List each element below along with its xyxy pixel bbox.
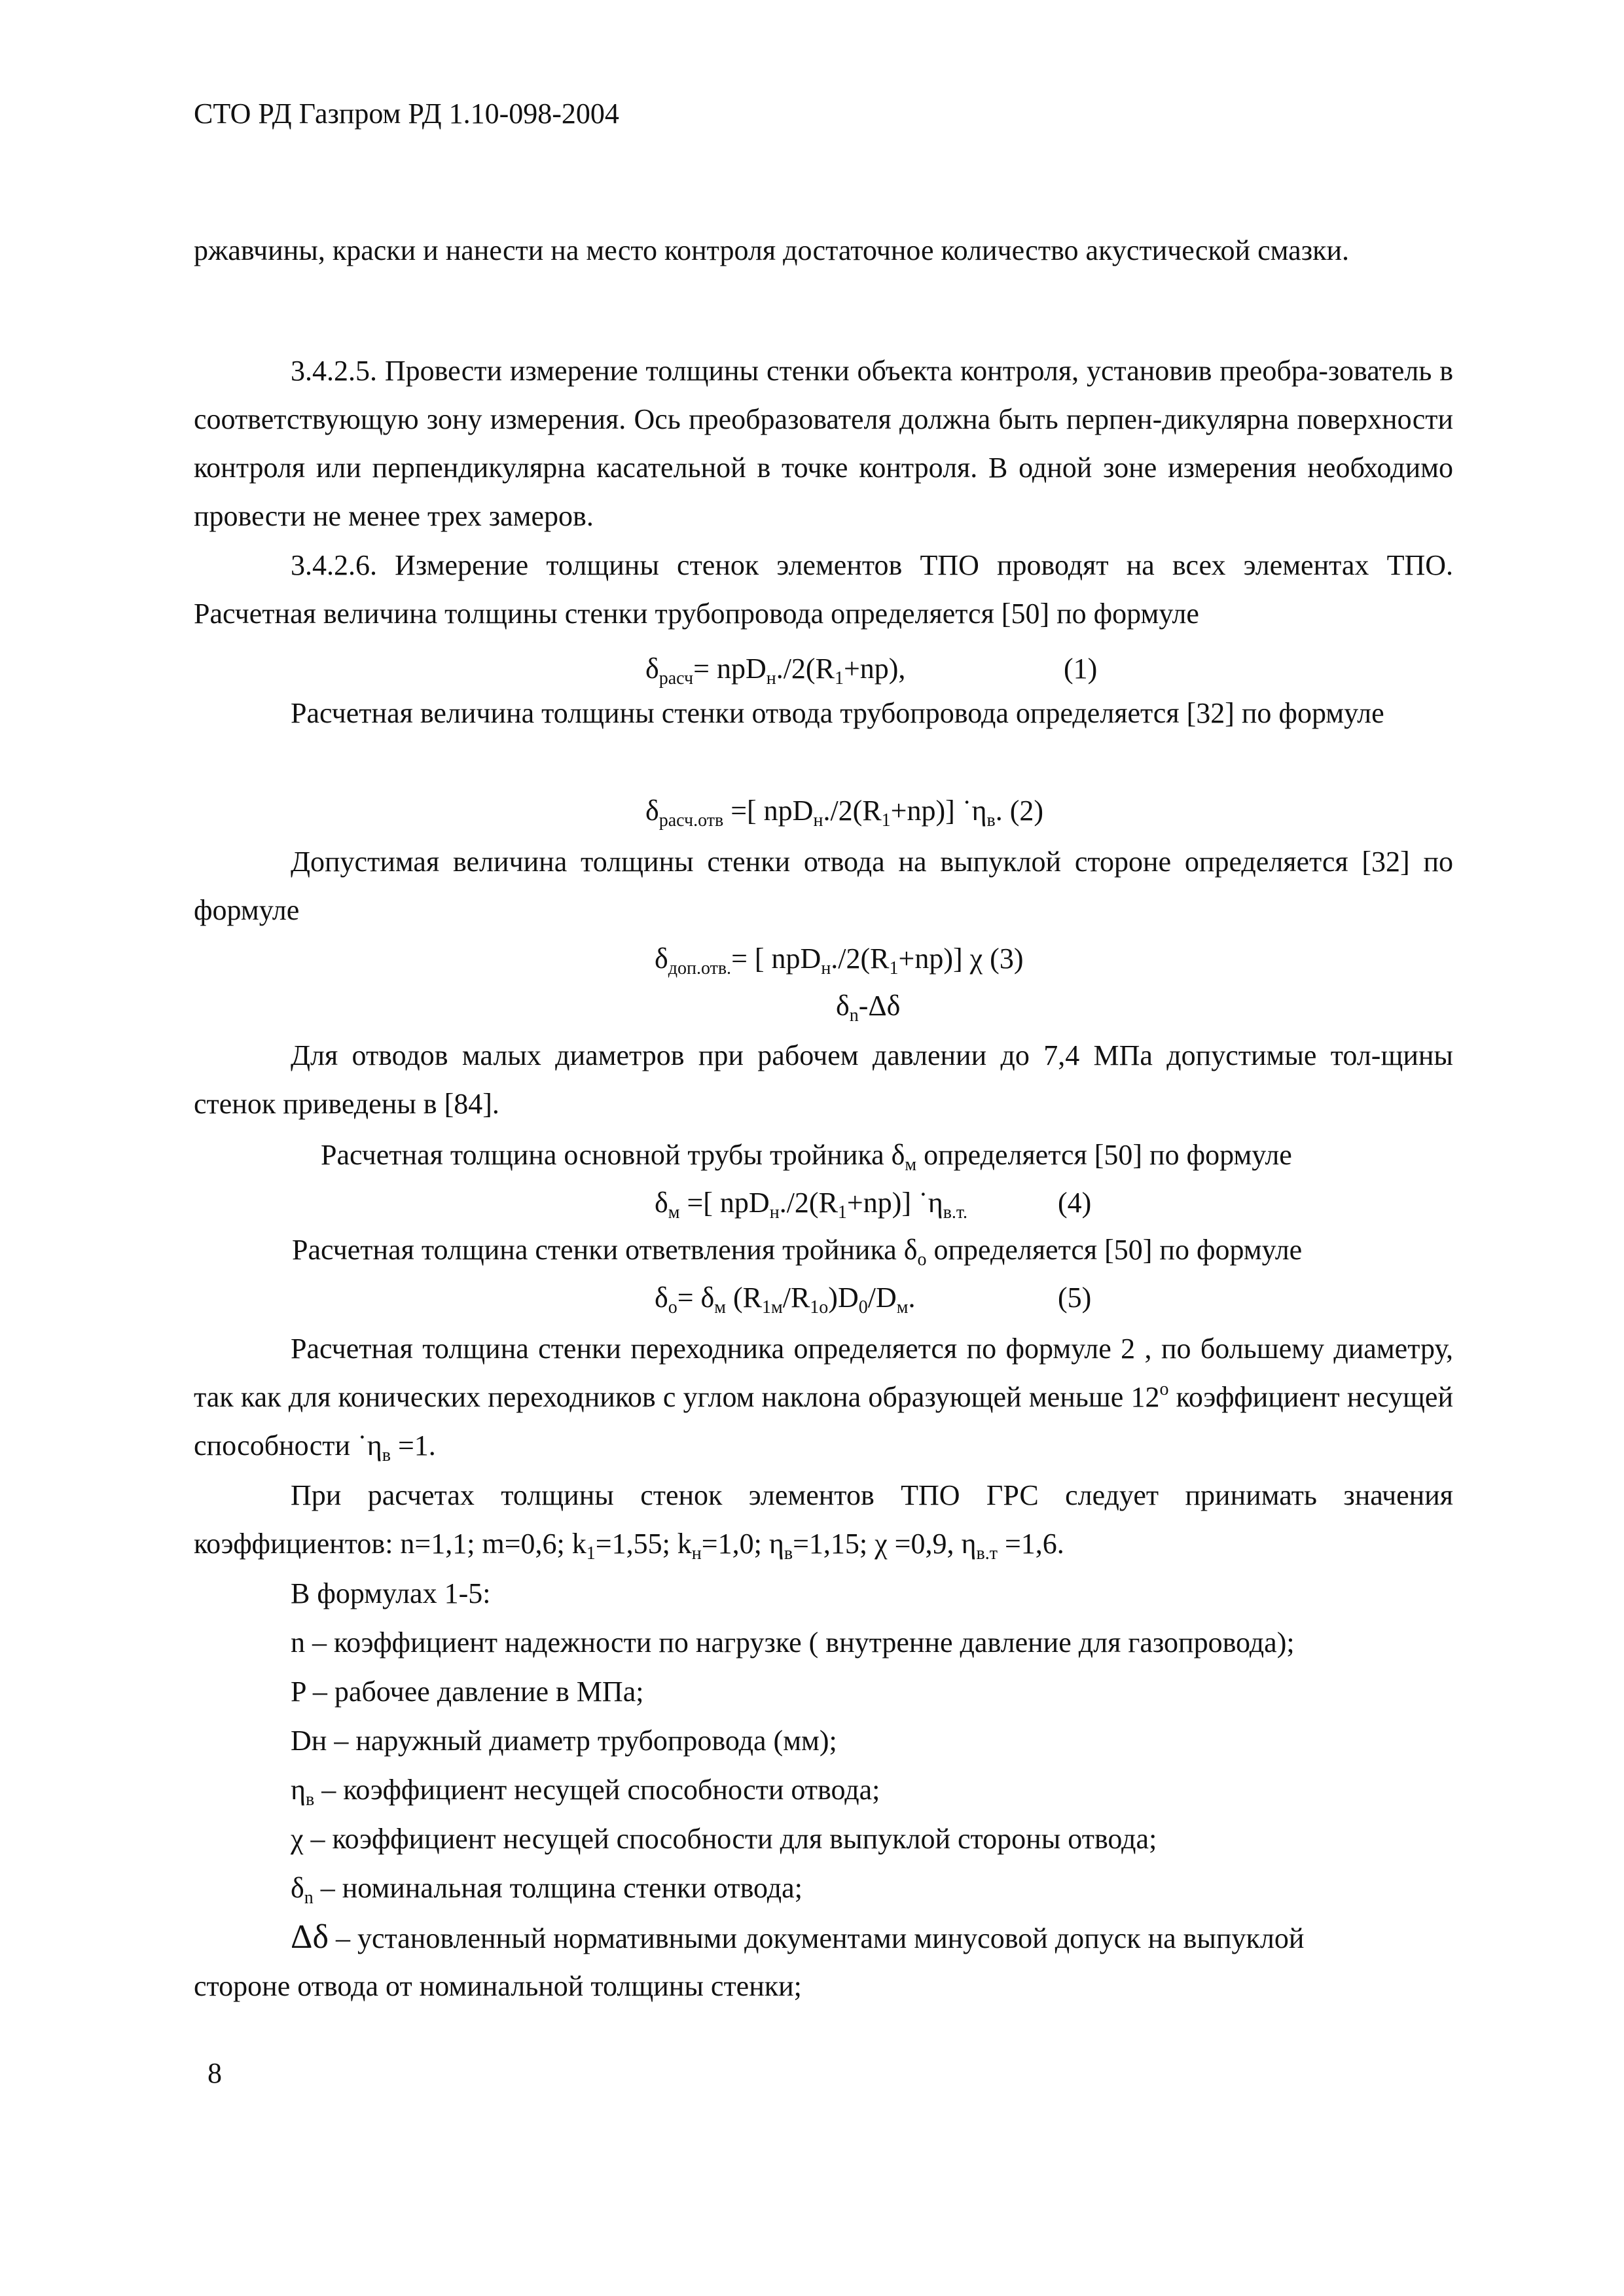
formula-2-sub-2: н: [813, 810, 823, 831]
formula-3-sub-2: н: [821, 958, 831, 978]
formula-5-body-6: .: [908, 1282, 916, 1314]
koef-text-b: =1,55; k: [595, 1528, 692, 1560]
formula-1: [645, 649, 905, 689]
definition-p: P – рабочее давление в МПа;: [291, 1676, 644, 1708]
formula-3-symbol: δ: [655, 942, 668, 975]
formula-5-body-3: /R: [782, 1282, 810, 1314]
perehod-text-b: коэффициент несущей способности ˙η: [194, 1381, 1453, 1462]
formula-5: [655, 1278, 915, 1318]
koef-text-d: =1,15; χ =0,9, η: [793, 1528, 977, 1560]
formula-1-symbol: δ: [645, 653, 659, 685]
formula-3-limit: [836, 986, 900, 1026]
paragraph-3-4-2-6: 3.4.2.6. Измерение толщины стенок элементов ТПО проводят на всех элементах ТПО. Расчетная величина толщины стенки трубопровода определяется [50] по формуле: [194, 549, 1453, 630]
formula-1-sub-2: н: [766, 668, 776, 689]
koef-text-a: При расчетах толщины стенок элементов ТПО ГРС следует принимать значения коэффициентов: n=1,1; m=0,6; k: [194, 1479, 1453, 1560]
formula-5-sub-6: м: [896, 1297, 909, 1318]
formula-4-sub-2: н: [769, 1202, 780, 1223]
formula-5-body: = δ: [677, 1282, 715, 1314]
formula-2-body-4: . (2): [995, 795, 1043, 827]
koef-sub-4: в.т: [976, 1543, 998, 1564]
koef-sub-2: н: [691, 1543, 702, 1564]
definition-n: n – коэффициент надежности по нагрузке ( внутренне давление для газопровода);: [291, 1626, 1295, 1659]
delta-n-sub: n: [304, 1888, 314, 1908]
formula-2-sub-3: 1: [881, 810, 891, 831]
paragraph-dop: Допустимая величина толщины стенки отвода на выпуклой стороне определяется [32] по формуле: [194, 846, 1453, 926]
formula-5-body-4: )D: [828, 1282, 859, 1314]
paragraph-tee: [321, 1136, 1292, 1175]
koef-text-e: =1,6.: [997, 1528, 1064, 1560]
formula-4-number: (4): [1058, 1187, 1092, 1219]
formula-3-limit-body: -Δδ: [858, 990, 901, 1022]
formula-2-body-3: +np)] ˙η: [890, 795, 987, 827]
paragraph-last: стороне отвода от номинальной толщины стенки;: [194, 1970, 802, 2002]
paragraph-3-4-2-5: 3.4.2.5. Провести измерение толщины стенки объекта контроля, установив преобра-зователь в соответствующую зону измерения. Ось преобразователя должна быть перпен-дикулярна поверхности контроля или перпендикулярна касательной в точке контроля. В одной зоне измерения необходимо провести не менее трех замеров.: [194, 355, 1453, 532]
formulas-heading: В формулах 1-5:: [291, 1577, 491, 1609]
branch-sub: о: [917, 1249, 927, 1270]
formula-5-number: (5): [1058, 1282, 1092, 1314]
delta-tolerance-text: – установленный нормативными документами минусовой допуск на выпуклой: [328, 1922, 1305, 1954]
formula-3-limit-sub: n: [849, 1005, 859, 1026]
formula-4: [655, 1183, 967, 1223]
tee-sub: м: [905, 1155, 917, 1175]
formula-3-body: = [ npD: [731, 942, 821, 975]
formula-2-sub-4: в: [986, 810, 996, 831]
formula-2-sub: расч.отв: [659, 810, 724, 831]
perehod-sub: в: [382, 1445, 391, 1465]
formula-2-body-2: ./2(R: [823, 795, 882, 827]
formula-4-symbol: δ: [655, 1187, 668, 1219]
branch-text-a: Расчетная толщина стенки ответвления тройника δ: [292, 1234, 918, 1266]
definition-delta-tolerance: [291, 1918, 1304, 1958]
formula-3-sub: доп.отв.: [668, 958, 732, 978]
formula-1-body: = npD: [693, 653, 767, 685]
definition-eta: [291, 1770, 880, 1810]
eta-text: – коэффициент несущей способности отвода;: [314, 1774, 880, 1806]
paragraph-coefficients: [194, 1471, 1453, 1568]
definition-dn: Dн – наружный диаметр трубопровода (мм);: [291, 1725, 837, 1757]
formula-5-symbol: δ: [655, 1282, 668, 1314]
paragraph-otvod: Расчетная величина толщины стенки отвода трубопровода определяется [32] по формуле: [291, 697, 1384, 729]
perehod-degree-sup: о: [1159, 1379, 1169, 1399]
formula-5-sub-5: 0: [858, 1297, 868, 1318]
koef-text-c: =1,0; η: [701, 1528, 784, 1560]
formula-5-sub-3: 1м: [762, 1297, 783, 1318]
branch-text-b: определяется [50] по формуле: [926, 1234, 1303, 1266]
formula-1-sub-3: 1: [834, 668, 844, 689]
formula-4-sub-3: 1: [837, 1202, 847, 1223]
formula-3-body-2: ./2(R: [831, 942, 890, 975]
paragraph-intro: ржавчины, краски и нанести на место контроля достаточное количество акустической смазки.: [194, 234, 1350, 266]
paragraph-branch: [292, 1230, 1302, 1270]
formula-4-sub-4: в.т.: [943, 1202, 968, 1223]
formula-1-body-3: +np),: [843, 653, 906, 685]
document-header: СТО РД Газпром РД 1.10-098-2004: [194, 98, 619, 130]
delta-n-symbol: δ: [291, 1872, 304, 1904]
formula-4-sub: м: [668, 1202, 680, 1223]
formula-4-body-3: +np)] ˙η: [846, 1187, 943, 1219]
formula-3-body-3: +np)] χ (3): [898, 942, 1024, 975]
delta-tolerance-symbol: Δδ: [291, 1918, 329, 1956]
tee-text-b: определяется [50] по формуле: [916, 1139, 1292, 1171]
formula-3-limit-symbol: δ: [836, 990, 850, 1022]
formula-3: [655, 939, 1023, 978]
formula-5-body-2: (R: [726, 1282, 762, 1314]
koef-sub-1: 1: [586, 1543, 596, 1564]
formula-5-sub-4: 1о: [810, 1297, 829, 1318]
formula-2-symbol: δ: [645, 795, 659, 827]
eta-sub: в: [306, 1789, 315, 1810]
perehod-text-a: Расчетная толщина стенки переходника определяется по формуле 2 , по большему диаметру, так как для конических переходников с углом наклона образующей меньше 12: [194, 1333, 1453, 1413]
eta-symbol: η: [291, 1774, 306, 1806]
formula-2-body: =[ npD: [723, 795, 814, 827]
formula-5-body-5: /D: [867, 1282, 897, 1314]
paragraph-perehod: [194, 1325, 1453, 1470]
formula-5-sub-2: м: [714, 1297, 726, 1318]
formula-4-body-2: ./2(R: [779, 1187, 838, 1219]
paragraph-small-diameters: Для отводов малых диаметров при рабочем давлении до 7,4 МПа допустимые тол-щины стенок приведены в [84].: [194, 1039, 1453, 1120]
formula-4-body: =[ npD: [679, 1187, 770, 1219]
formula-3-sub-3: 1: [889, 958, 899, 978]
definition-chi: χ – коэффициент несущей способности для выпуклой стороны отвода;: [291, 1823, 1157, 1855]
koef-sub-3: в: [784, 1543, 793, 1564]
formula-2: [645, 791, 1043, 831]
tee-text-a: Расчетная толщина основной трубы тройника δ: [321, 1139, 905, 1171]
perehod-text-c: =1.: [390, 1429, 436, 1462]
definition-delta-n: [291, 1869, 803, 1908]
formula-5-sub: о: [668, 1297, 677, 1318]
formula-1-number: (1): [1064, 653, 1098, 685]
formula-1-body-2: ./2(R: [776, 653, 835, 685]
page-number: 8: [208, 2057, 222, 2089]
formula-1-sub: расч: [659, 668, 694, 689]
delta-n-text: – номинальная толщина стенки отвода;: [313, 1872, 803, 1904]
